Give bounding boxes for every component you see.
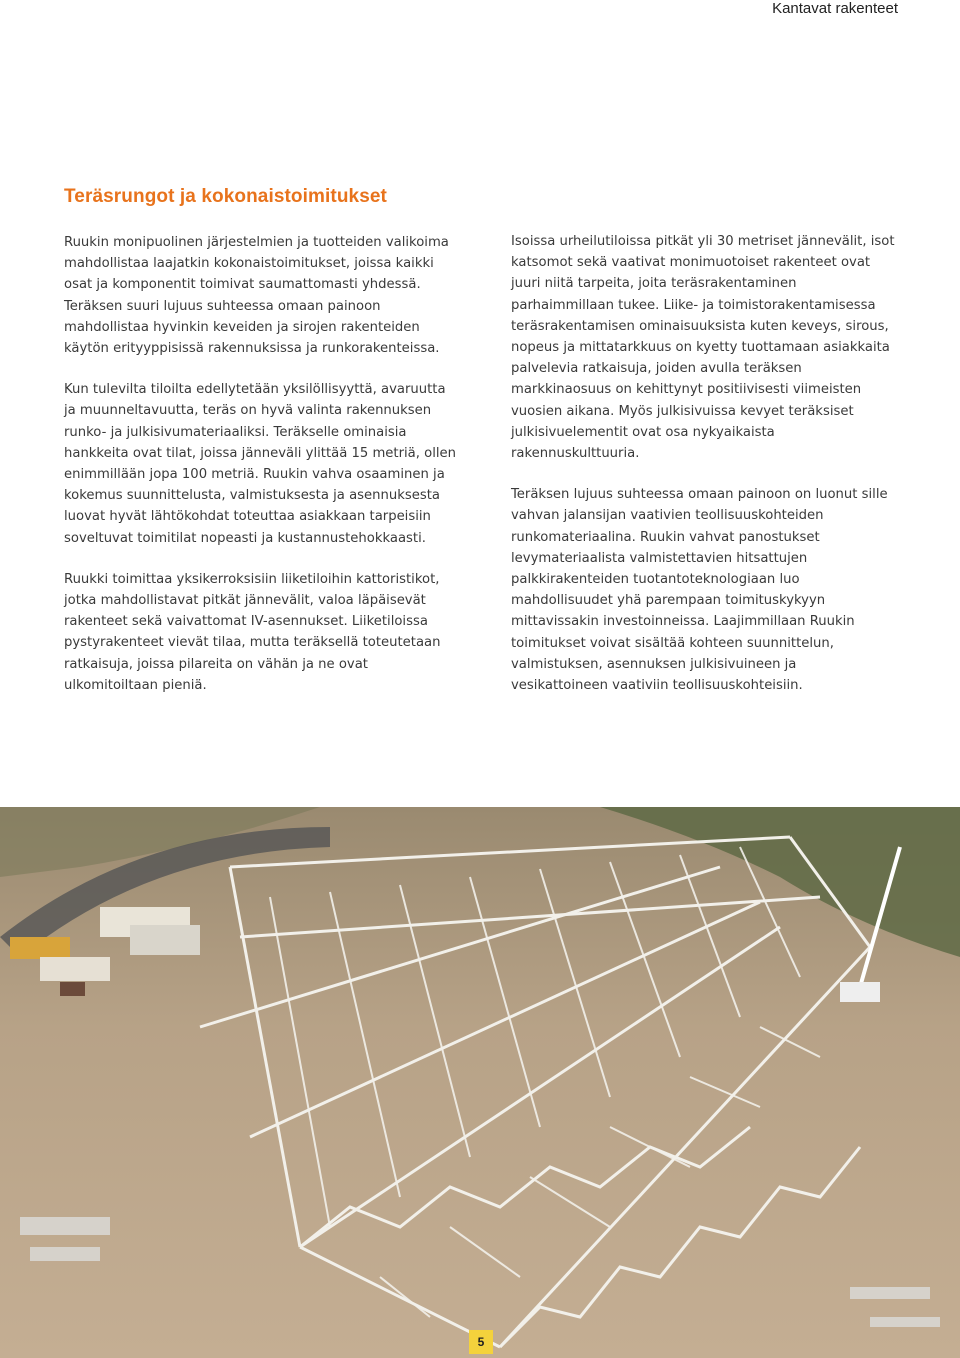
page-number-badge: 5: [469, 1330, 493, 1354]
paragraph: Isoissa urheilutiloissa pitkät yli 30 metriset jännevälit, isot katsomot sekä vaativat monimuotoiset rakenteet ovat juuri niitä tarpeita, joita teräsrakentaminen parhaimmillaan tukee. Liike- ja toimistorakentamisessa teräsrakentamisen ominaisuuksista kuten keveys, sirous, nopeus ja mittatarkkuus on kyetty tuottamaan asiakkaita palvelevia ratkaisuja, joiden avulla teräksen markkinaosuus on kehittynyt positiivisesti viimeisten vuosien aikana. Myös julkisivuissa kevyet teräksiset julkisivuelementit ovat osa nykyaikaista rakennuskulttuuria.: [511, 234, 895, 462]
photo-illustration: [0, 807, 960, 1358]
left-column: [64, 232, 456, 716]
paragraph: Kun tulevilta tiloilta edellytetään yksilöllisyyttä, avaruutta ja muunneltavuutta, teräs on hyvä valinta rakennuksen runko- ja julkisivumateriaaliksi. Teräkselle ominaisia hankkeita ovat tilat, joissa jänneväli ylittää 15 metriä, ollen enimmillään jopa 100 metriä. Ruukin vahva osaaminen ja kokemus suunnittelusta, valmistuksesta ja asennuksesta luovat hyvät lähtökohdat toteuttaa asiakkaan tarpeisiin soveltuvat toimitilat nopeasti ja kustannustehokkaasti.: [64, 382, 457, 546]
paragraph: Ruukki toimittaa yksikerroksisiin liiketiloihin kattoristikot, jotka mahdollistavat pitkät jännevälit, valoa läpäisevät rakenteet sekä vaivattomat IV-asennukset. Liiketiloissa pystyrakenteet vievät tilaa, mutta teräksellä toteutetaan ratkaisuja, joissa pilareita on vähän ja ne ovat ulkomitoiltaan pieniä.: [64, 571, 441, 693]
running-header: Kantavat rakenteet: [772, 0, 898, 17]
paragraph: Ruukin monipuolinen järjestelmien ja tuotteiden valikoima mahdollistaa laajatkin kokonaistoimitukset, joissa kaikki osat ja komponentit toimivat saumattomasti yhdessä. Teräksen suuri lujuus suhteessa omaan painoon mahdollistaa hyvinkin keveiden ja sirojen rakenteiden käytön erityyppisissä rakennuksissa ja runkorakenteissa.: [64, 235, 449, 357]
construction-site-photo: [0, 807, 960, 1358]
article-title: Teräsrungot ja kokonaistoimitukset: [64, 186, 387, 207]
right-column: [511, 231, 896, 716]
paragraph: Teräksen lujuus suhteessa omaan painoon on luonut sille vahvan jalansijan vaativien teollisuuskohteiden runkomateriaalina. Ruukin vahvat panostukset levymateriaalista valmistettavien hitsattujen palkkirakenteiden tuotantoteknologiaan luo mahdollisuudet yhä parempaan toimituskykyyn mittavissakin investoinneissa. Laajimmillaan Ruukin toimitukset voivat sisältää kohteen suunnittelun, valmistuksen, asennuksen julkisivuineen ja vesikattoineen vaativiin teollisuuskohteisiin.: [511, 487, 888, 694]
